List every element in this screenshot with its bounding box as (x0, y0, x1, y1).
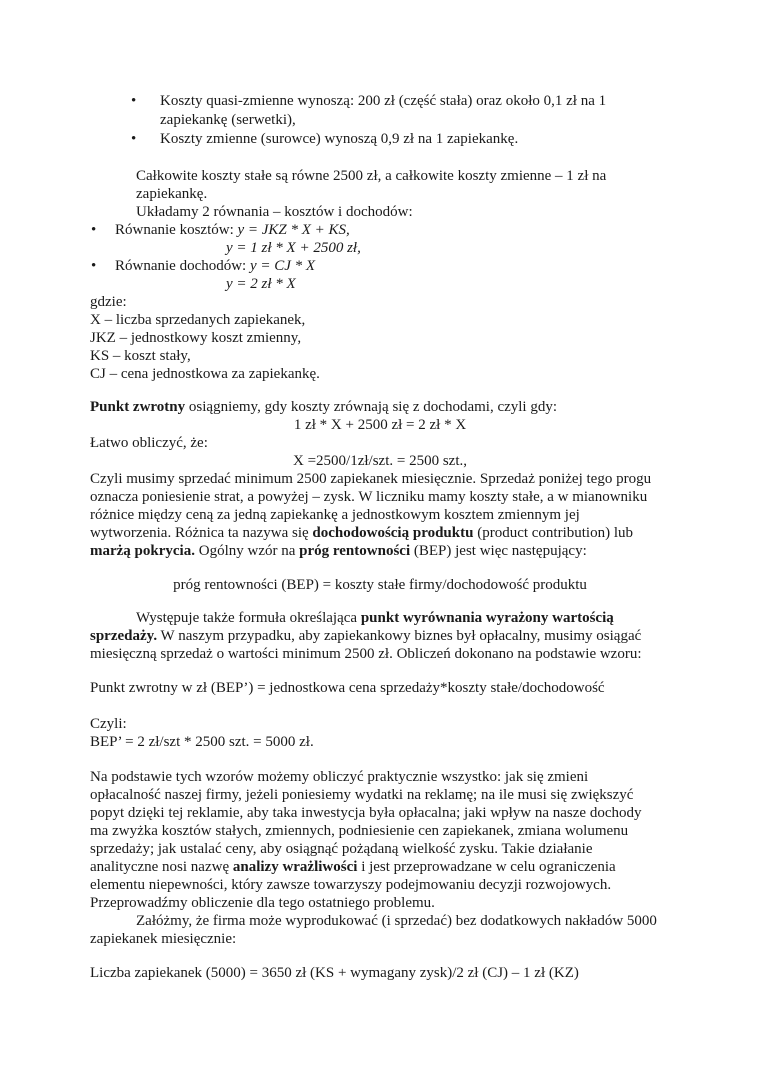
text-run: (product contribution) lub (473, 525, 634, 541)
text-run: Ogólny wzór na (194, 543, 300, 559)
paragraph-line: elementu niepewności, który zawsze towarzyszy podejmowaniu decyzji rozwojowych. (90, 877, 612, 893)
text-run: W naszym przypadku, aby zapiekankowy biznes był opłacalny, musimy osiągać (157, 628, 642, 644)
bep-formula: próg rentowności (BEP) = koszty stałe firmy/dochodowość produktu (173, 577, 587, 593)
definition-line: gdzie: (90, 294, 127, 310)
equation-formula: y = JKZ * X + KS, (237, 222, 350, 238)
definition-line: JKZ – jednostkowy koszt zmienny, (90, 330, 302, 346)
bullet-text: Koszty quasi-zmienne wynoszą: 200 zł (część stała) oraz około 0,1 zł na 1 (160, 93, 607, 109)
bold-term: Punkt zwrotny (90, 399, 186, 415)
value-formula: Punkt zwrotny w zł (BEP’) = jednostkowa cena sprzedaży*koszty stałe/dochodowość (90, 680, 605, 696)
paragraph-line: Czyli musimy sprzedać minimum 2500 zapiekanek miesięcznie. Sprzedaż poniżej tego progu (90, 471, 652, 487)
value-czyli: Czyli: (90, 716, 127, 732)
equation-income (115, 257, 315, 275)
equation-formula: y = CJ * X (249, 258, 316, 274)
bold-term: marżą pokrycia. (90, 543, 195, 559)
definition-line: X – liczba sprzedanych zapiekanek, (90, 312, 306, 328)
paragraph-line (90, 627, 641, 645)
text-run: (BEP) jest więc następujący: (410, 543, 587, 559)
bold-term: sprzedaży. (90, 628, 158, 644)
paragraph-line (90, 542, 587, 560)
bold-term: próg rentowności (299, 543, 411, 559)
equation-cost (115, 221, 350, 239)
text-run: wytworzenia. Różnica ta nazywa się (90, 525, 313, 541)
equation-formula (226, 275, 296, 293)
bold-term: dochodowością produktu (312, 525, 474, 541)
equation-formula-text: y = 1 zł * X + 2500 zł, (226, 240, 361, 256)
bullet-icon: • (131, 131, 137, 147)
value-calc: BEP’ = 2 zł/szt * 2500 szt. = 5000 zł. (90, 734, 314, 750)
bullet-icon: • (91, 258, 97, 274)
paragraph-line: różnice między ceną za jedną zapiekankę a jednostkowym kosztem zmiennym jej (90, 507, 580, 523)
paragraph-line (136, 609, 614, 627)
bullet-text: Koszty zmienne (surowce) wynoszą 0,9 zł na 1 zapiekankę. (160, 131, 519, 147)
bep-result: X =2500/1zł/szt. = 2500 szt., (293, 453, 467, 469)
bep-equation: 1 zł * X + 2500 zł = 2 zł * X (293, 417, 467, 433)
text-run: analityczne nosi nazwę (90, 859, 233, 875)
paragraph-line: ma zwyżka kosztów stałych, zmiennych, podniesienie cen zapiekanek, zmiana wolumenu (90, 823, 629, 839)
paragraph-line: Na podstawie tych wzorów możemy obliczyć praktycznie wszystko: jak się zmieni (90, 769, 589, 785)
paragraph-line: popyt dzięki tej reklamie, aby taka inwestycja była opłacalna; jaki wpływ na nasze dochody (90, 805, 642, 821)
equation-label: Równanie kosztów: (115, 222, 238, 238)
paragraph-line: zapiekankę. (136, 186, 208, 202)
paragraph-line: miesięczną sprzedaż o wartości minimum 2500 zł. Obliczeń dokonano na podstawie wzoru: (90, 646, 642, 662)
bep-intro (90, 398, 557, 416)
bullet-icon: • (131, 93, 137, 109)
paragraph-line (90, 858, 616, 876)
bep-easy: Łatwo obliczyć, że: (90, 435, 208, 451)
paragraph-line: Przeprowadźmy obliczenie dla tego ostatniego problemu. (90, 895, 435, 911)
sensitivity-formula: Liczba zapiekanek (5000) = 3650 zł (KS + wymagany zysk)/2 zł (CJ) – 1 zł (KZ) (90, 965, 579, 981)
paragraph-line: Załóżmy, że firma może wyprodukować (i sprzedać) bez dodatkowych nakładów 5000 (136, 913, 657, 929)
text-run: osiągniemy, gdy koszty zrównają się z dochodami, czyli gdy: (185, 399, 558, 415)
text-run: Występuje także formuła określająca (136, 610, 361, 626)
text-run: i jest przeprowadzane w celu ograniczenia (357, 859, 616, 875)
paragraph-line (90, 524, 633, 542)
paragraph-line: Układamy 2 równania – kosztów i dochodów: (136, 204, 413, 220)
paragraph-line: oznacza poniesienie strat, a powyżej – zysk. W liczniku mamy koszty stałe, a w mianowniku (90, 489, 648, 505)
bold-term: analizy wrażliwości (232, 859, 358, 875)
bullet-icon: • (91, 222, 97, 238)
paragraph-line: Całkowite koszty stałe są równe 2500 zł, a całkowite koszty zmienne – 1 zł na (136, 168, 607, 184)
equation-formula (226, 239, 361, 257)
bold-term: punkt wyrównania wyrażony wartością (360, 610, 614, 626)
equation-label: Równanie dochodów: (115, 258, 250, 274)
definition-line: KS – koszt stały, (90, 348, 191, 364)
paragraph-line: opłacalność naszej firmy, jeżeli poniesiemy wydatki na reklamę; na ile musi się zwiększyć (90, 787, 634, 803)
bullet-text: zapiekankę (serwetki), (160, 112, 296, 128)
paragraph-line: zapiekanek miesięcznie: (90, 931, 237, 947)
paragraph-line: sprzedaży; jak ustalać ceny, aby osiągnąć pożądaną wielkość zysku. Takie działanie (90, 841, 593, 857)
definition-line: CJ – cena jednostkowa za zapiekankę. (90, 366, 320, 382)
equation-formula-text: y = 2 zł * X (226, 276, 296, 292)
